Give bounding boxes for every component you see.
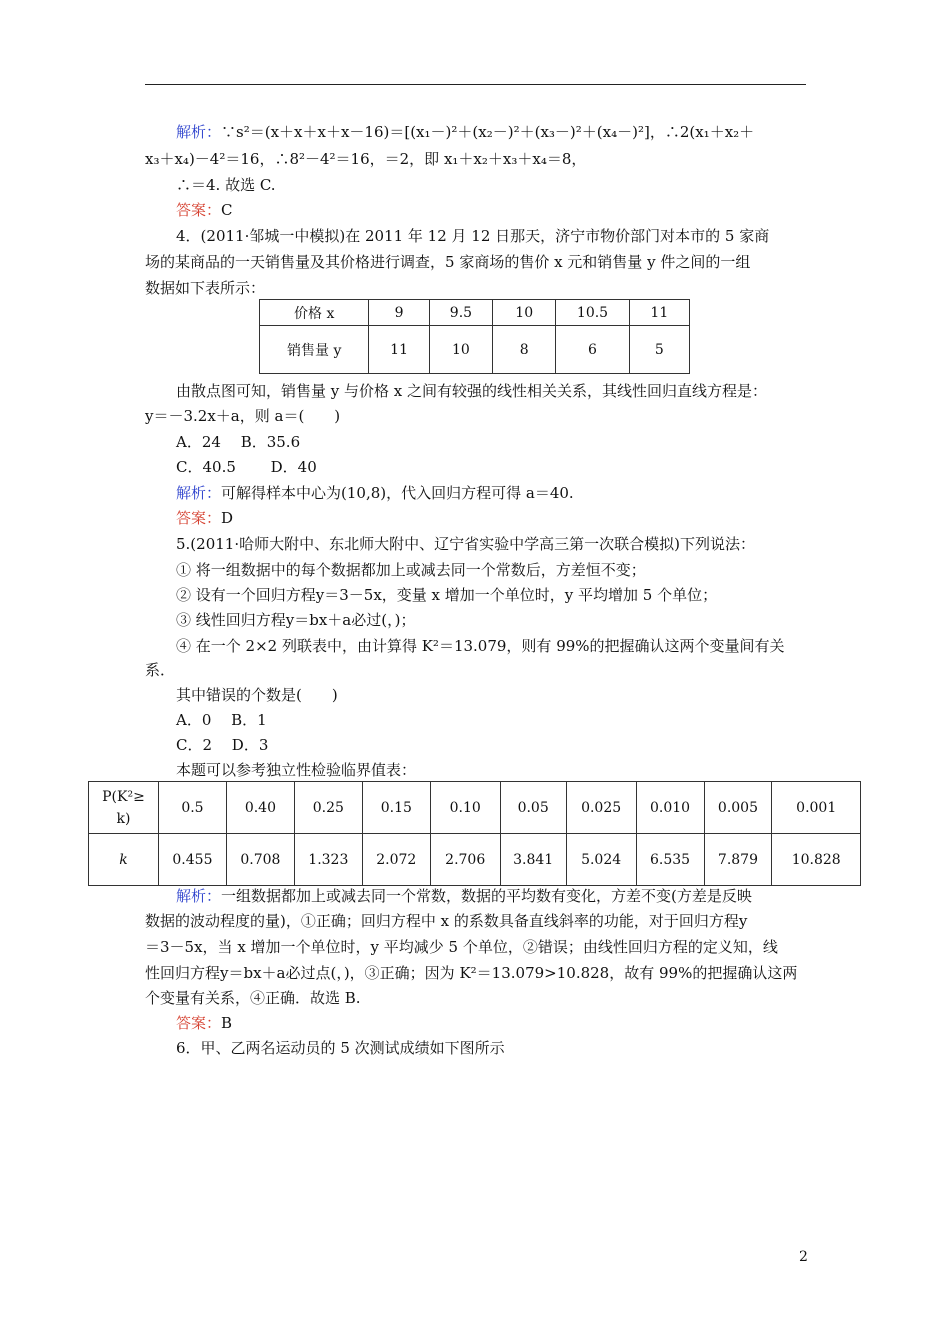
- q4-answer: [176, 507, 233, 529]
- q5-line1: 5.(2011·哈师大附中、东北师大附中、辽宁省实验中学高三第一次联合模拟)下列说法：: [176, 535, 755, 553]
- header-rule: [145, 84, 806, 85]
- crit-cell: 3.841: [500, 834, 566, 886]
- q5-ref-intro: 本题可以参考独立性检验临界值表：: [176, 761, 417, 779]
- crit-cell: 0.025: [566, 782, 636, 834]
- q5-answer: [176, 1012, 232, 1034]
- crit-cell: 10.828: [772, 834, 861, 886]
- q5-question: 其中错误的个数是( ): [176, 686, 338, 704]
- table-cell: 5: [629, 326, 689, 374]
- table-cell: 6: [556, 326, 629, 374]
- table-header-price: 价格 x: [260, 300, 369, 326]
- table-cell: 11: [369, 326, 429, 374]
- analysis-label: 解析：: [176, 484, 222, 502]
- answer-value: C: [221, 201, 233, 219]
- answer-label: 答案：: [176, 509, 222, 527]
- q5-analysis-line3: ＝3－5x，当 x 增加一个单位时，y 平均减少 5 个单位，②错误；由线性回归方程的定义知，线: [145, 938, 778, 956]
- analysis-label: 解析：: [176, 887, 222, 905]
- q5-options-1: A．0 B．1: [176, 711, 267, 729]
- q4-options-2: C．40.5 D．40: [176, 458, 317, 476]
- crit-cell: 0.10: [430, 782, 500, 834]
- analysis-text: 一组数据都加上或减去同一个常数，数据的平均数有变化，方差不变(方差是反映: [221, 887, 752, 905]
- table-header-sales: 销售量 y: [260, 326, 369, 374]
- answer-label: 答案：: [176, 201, 222, 219]
- crit-cell: 0.25: [294, 782, 362, 834]
- analysis-text: 可解得样本中心为(10,8)，代入回归方程可得 a＝40.: [221, 484, 574, 502]
- crit-cell: 0.010: [636, 782, 704, 834]
- crit-header-k: k: [89, 834, 159, 886]
- q4-options-1: A．24 B．35.6: [176, 433, 301, 451]
- analysis-text: ∵s²＝(x＋x＋x＋x－16)＝[(x₁－)²＋(x₂－)²＋(x₃－)²＋(x₄－)²]，∴2(x₁＋x₂＋: [221, 123, 755, 141]
- crit-cell: 0.15: [362, 782, 430, 834]
- table-cell: 11: [629, 300, 689, 326]
- q3-analysis-line2: x₃＋x₄)－4²＝16，∴8²－4²＝16，＝2，即 x₁＋x₂＋x₃＋x₄＝8，: [145, 150, 587, 168]
- q3-answer: [176, 199, 233, 221]
- q5-item3: ③ 线性回归方程y＝bx＋a必过(，)；: [176, 611, 416, 629]
- crit-cell: 0.708: [226, 834, 294, 886]
- critical-value-table: [88, 781, 861, 886]
- q4-analysis: [176, 482, 574, 504]
- crit-cell: 6.535: [636, 834, 704, 886]
- crit-header-p-line2: k): [116, 810, 131, 827]
- q5-item4a: ④ 在一个 2×2 列联表中，由计算得 K²＝13.079，则有 99%的把握确认这两个变量间有关: [176, 637, 785, 655]
- q5-item1: ① 将一组数据中的每个数据都加上或减去同一个常数后，方差恒不变；: [176, 561, 646, 579]
- crit-cell: 0.5: [158, 782, 226, 834]
- q4-line2: 场的某商品的一天销售量及其价格进行调查，5 家商场的售价 x 元和销售量 y 件之间的一组: [145, 253, 751, 271]
- crit-header-p: [89, 782, 159, 834]
- crit-cell: 2.072: [362, 834, 430, 886]
- crit-cell: 0.005: [704, 782, 772, 834]
- q5-analysis-line2: 数据的波动程度的量)，①正确；回归方程中 x 的系数具备直线斜率的功能，对于回归方程y: [145, 912, 748, 930]
- table-cell: 8: [493, 326, 556, 374]
- crit-cell: 0.05: [500, 782, 566, 834]
- crit-cell: 2.706: [430, 834, 500, 886]
- answer-label: 答案：: [176, 1014, 222, 1032]
- answer-value: B: [221, 1014, 233, 1032]
- table-cell: 9: [369, 300, 429, 326]
- q3-analysis-line3: ∴＝4. 故选 C.: [176, 176, 276, 194]
- q5-analysis-line1: [176, 885, 752, 907]
- table-cell: 10: [429, 326, 492, 374]
- table-cell: 10: [493, 300, 556, 326]
- q5-analysis-line4: 性回归方程y＝bx＋a必过点(，)，③正确；因为 K²＝13.079>10.828，故有 99%的把握确认这两: [145, 964, 798, 982]
- q5-item4b: 系．: [145, 661, 176, 679]
- analysis-label: 解析：: [176, 123, 222, 141]
- q4-data-table: [259, 299, 690, 374]
- q3-analysis-line1: [176, 121, 754, 143]
- q5-analysis-line5: 个变量有关系，④正确．故选 B.: [145, 989, 361, 1007]
- q4-line3: 数据如下表所示：: [145, 279, 266, 297]
- crit-cell: 7.879: [704, 834, 772, 886]
- crit-cell: 5.024: [566, 834, 636, 886]
- crit-cell: 0.001: [772, 782, 861, 834]
- page-number: 2: [799, 1249, 808, 1265]
- q4-line4: 由散点图可知，销售量 y 与价格 x 之间有较强的线性相关关系，其线性回归直线方程是：: [176, 382, 768, 400]
- q4-line5: y＝－3.2x＋a，则 a＝( ): [145, 407, 341, 425]
- q6-line1: 6．甲、乙两名运动员的 5 次测试成绩如下图所示: [176, 1039, 505, 1057]
- answer-value: D: [221, 509, 234, 527]
- table-cell: 9.5: [429, 300, 492, 326]
- q5-options-2: C．2 D．3: [176, 736, 269, 754]
- q5-item2: ② 设有一个回归方程y＝3－5x，变量 x 增加一个单位时，y 平均增加 5 个单位；: [176, 586, 718, 604]
- crit-header-p-line1: P(K²≥: [102, 788, 145, 805]
- crit-cell: 1.323: [294, 834, 362, 886]
- crit-cell: 0.40: [226, 782, 294, 834]
- crit-cell: 0.455: [158, 834, 226, 886]
- table-cell: 10.5: [556, 300, 629, 326]
- q4-line1: 4．(2011·邹城一中模拟)在 2011 年 12 月 12 日那天，济宁市物价部门对本市的 5 家商: [176, 227, 770, 245]
